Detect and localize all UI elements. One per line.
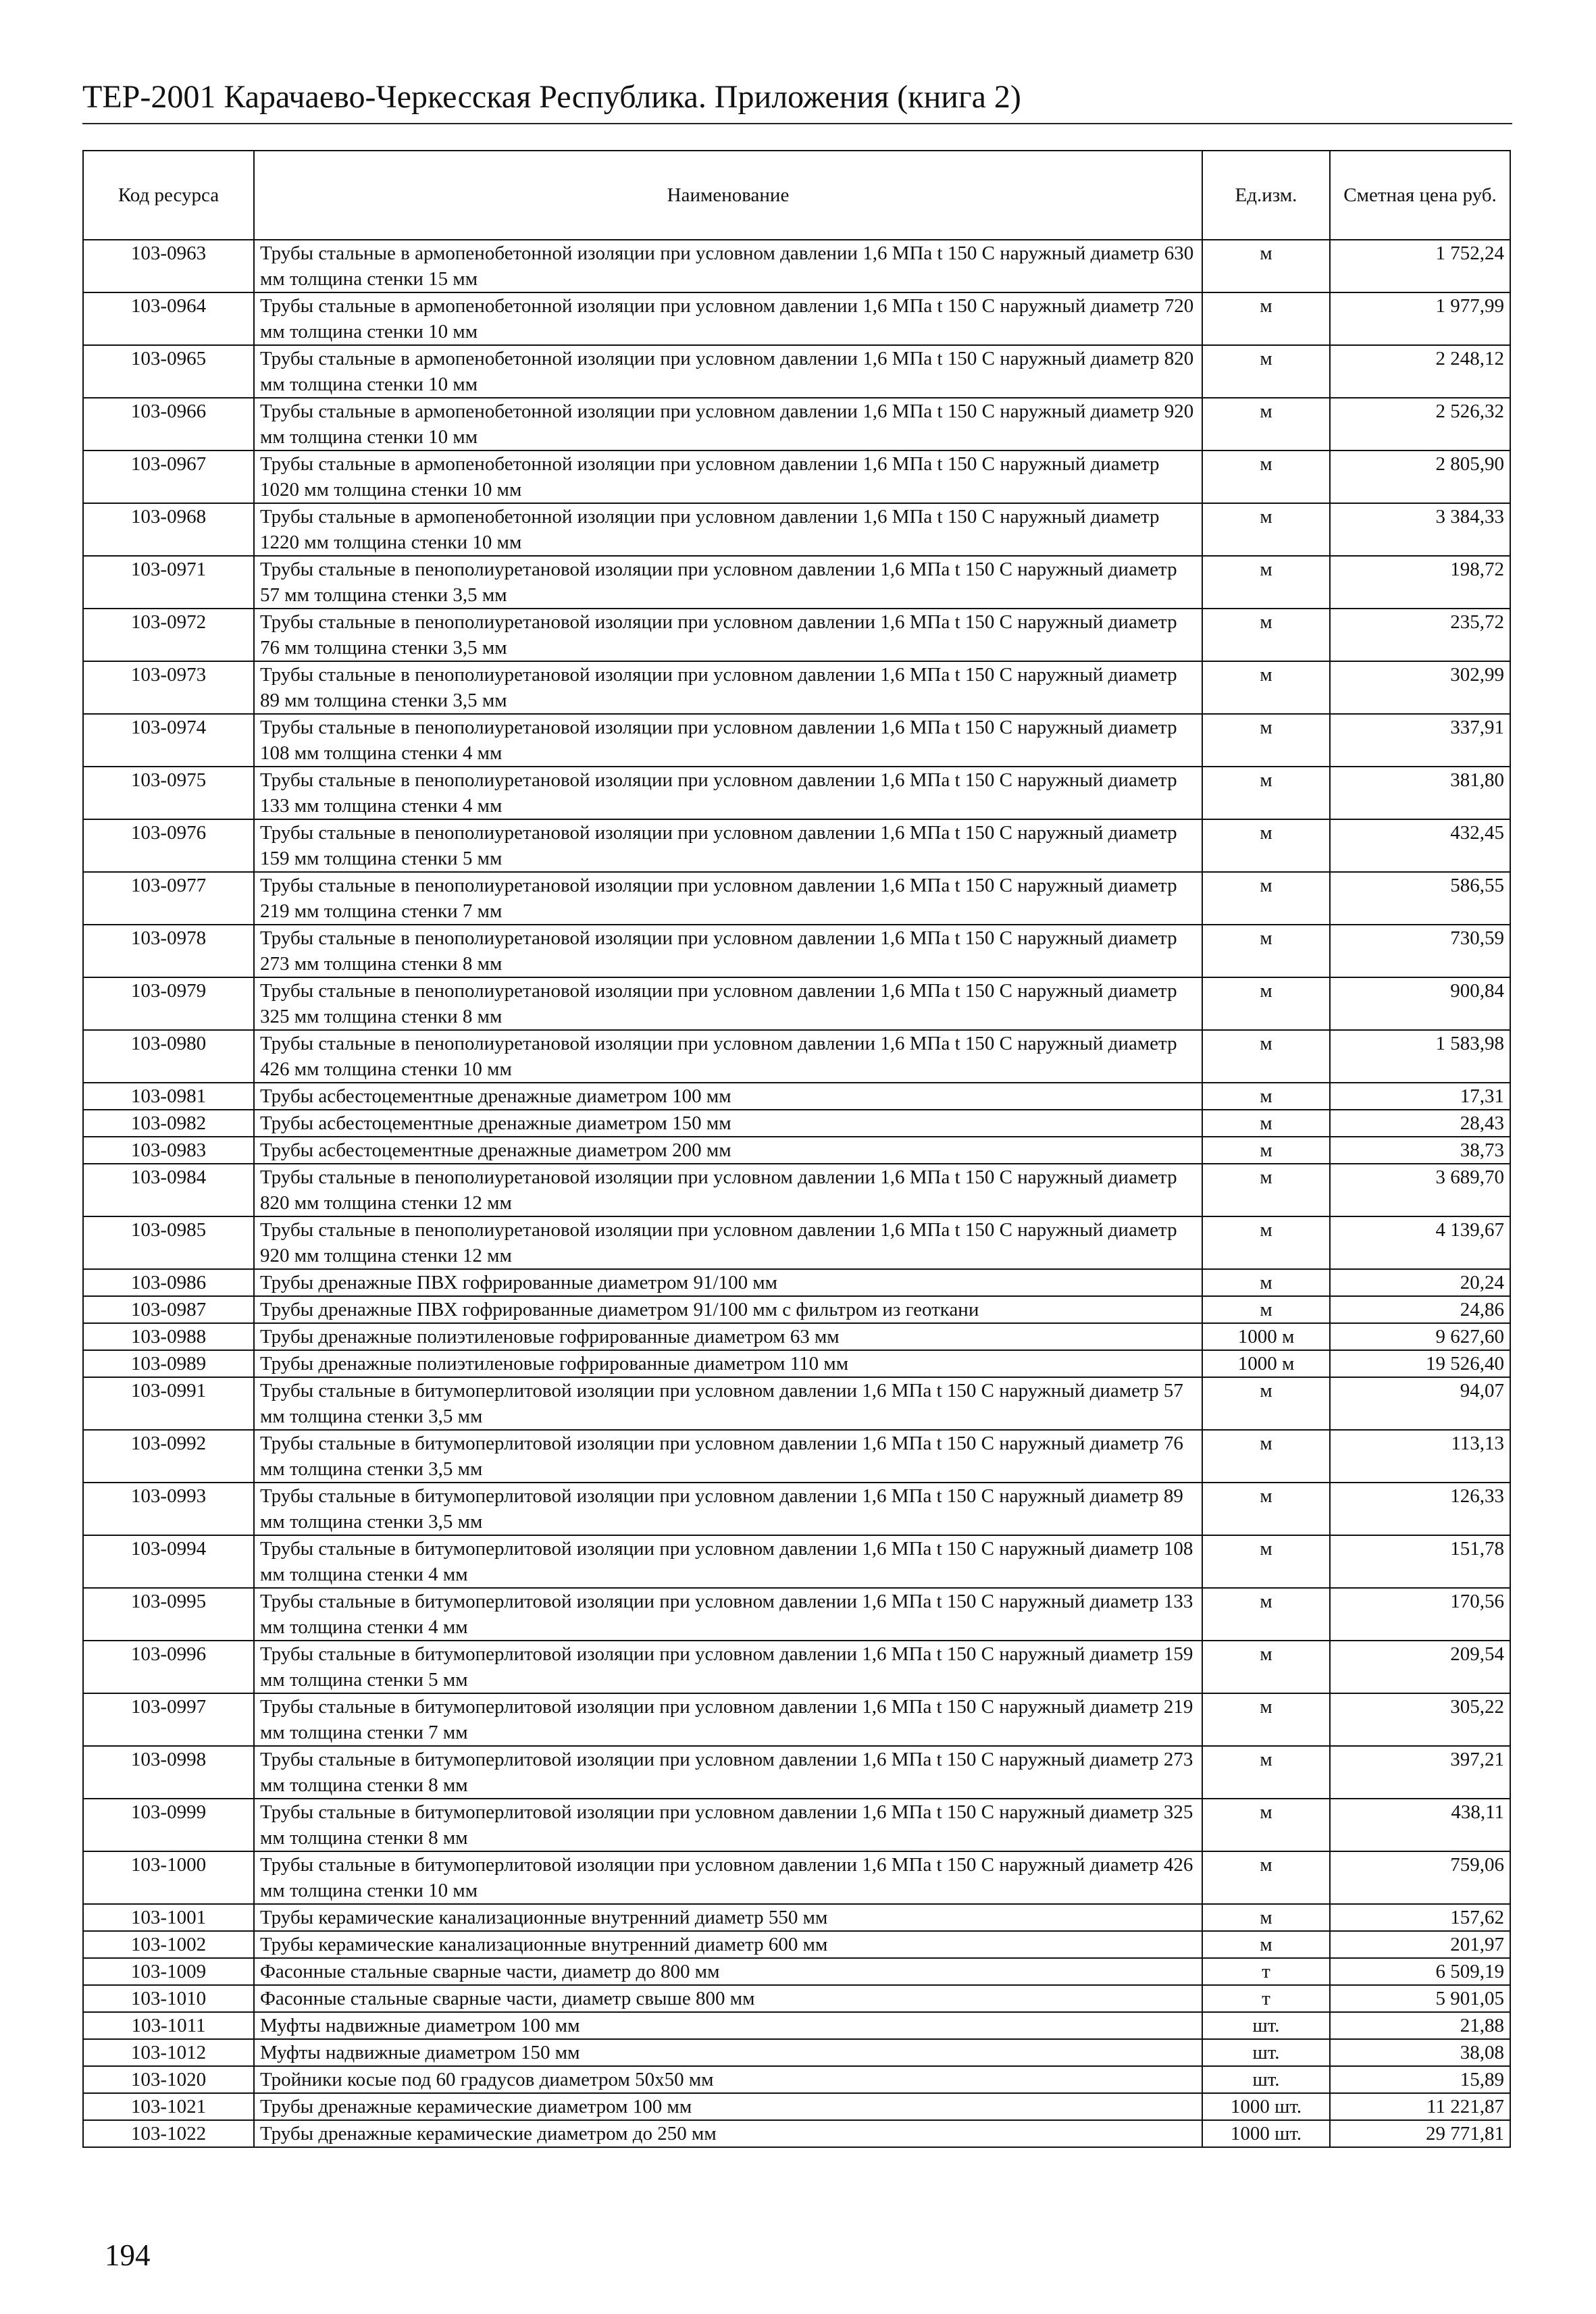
cell-price: 302,99	[1330, 661, 1510, 714]
cell-code: 103-1021	[83, 2093, 254, 2120]
table-row	[83, 1483, 1510, 1535]
table-row	[83, 2039, 1510, 2066]
cell-name: Трубы стальные в битумоперлитовой изоляции при условном давлении 1,6 МПа t 150 С наружный диаметр 133 мм толщина стенки 4 мм	[254, 1588, 1202, 1641]
cell-code: 103-0975	[83, 767, 254, 819]
cell-name: Трубы дренажные ПВХ гофрированные диаметром 91/100 мм с фильтром из геоткани	[254, 1296, 1202, 1323]
cell-price: 15,89	[1330, 2066, 1510, 2093]
cell-price: 1 583,98	[1330, 1030, 1510, 1083]
cell-unit: 1000 м	[1202, 1323, 1330, 1350]
cell-unit: м	[1202, 872, 1330, 925]
cell-price: 1 752,24	[1330, 240, 1510, 292]
cell-price: 730,59	[1330, 925, 1510, 977]
cell-unit: м	[1202, 1904, 1330, 1931]
cell-unit: м	[1202, 977, 1330, 1030]
cell-price: 9 627,60	[1330, 1323, 1510, 1350]
cell-code: 103-0989	[83, 1350, 254, 1377]
table-row	[83, 240, 1510, 292]
cell-price: 235,72	[1330, 609, 1510, 661]
cell-name: Фасонные стальные сварные части, диаметр свыше 800 мм	[254, 1985, 1202, 2012]
cell-code: 103-0972	[83, 609, 254, 661]
table-row	[83, 1588, 1510, 1641]
cell-code: 103-0974	[83, 714, 254, 767]
cell-name: Трубы стальные в армопенобетонной изоляции при условном давлении 1,6 МПа t 150 С наружный диаметр 1220 мм толщина стенки 10 мм	[254, 503, 1202, 556]
table-row	[83, 503, 1510, 556]
cell-price: 397,21	[1330, 1746, 1510, 1799]
table-row	[83, 345, 1510, 398]
cell-unit: м	[1202, 292, 1330, 345]
cell-unit: м	[1202, 1535, 1330, 1588]
cell-code: 103-1009	[83, 1958, 254, 1985]
cell-code: 103-0979	[83, 977, 254, 1030]
cell-unit: м	[1202, 1296, 1330, 1323]
table-row	[83, 2012, 1510, 2039]
table-row	[83, 609, 1510, 661]
cell-name: Трубы стальные в армопенобетонной изоляции при условном давлении 1,6 МПа t 150 С наружный диаметр 630 мм толщина стенки 15 мм	[254, 240, 1202, 292]
table-row	[83, 2093, 1510, 2120]
cell-code: 103-0978	[83, 925, 254, 977]
cell-name: Трубы стальные в пенополиуретановой изоляции при условном давлении 1,6 МПа t 150 С наружный диаметр 108 мм толщина стенки 4 мм	[254, 714, 1202, 767]
cell-price: 337,91	[1330, 714, 1510, 767]
cell-price: 151,78	[1330, 1535, 1510, 1588]
table-row	[83, 1137, 1510, 1164]
table-row	[83, 1799, 1510, 1851]
cell-unit: м	[1202, 1137, 1330, 1164]
cell-name: Муфты надвижные диаметром 100 мм	[254, 2012, 1202, 2039]
cell-code: 103-0996	[83, 1641, 254, 1693]
cell-name: Трубы дренажные керамические диаметром 100 мм	[254, 2093, 1202, 2120]
cell-price: 38,73	[1330, 1137, 1510, 1164]
cell-name: Трубы стальные в битумоперлитовой изоляции при условном давлении 1,6 МПа t 150 С наружный диаметр 426 мм толщина стенки 10 мм	[254, 1851, 1202, 1904]
cell-name: Трубы стальные в битумоперлитовой изоляции при условном давлении 1,6 МПа t 150 С наружный диаметр 159 мм толщина стенки 5 мм	[254, 1641, 1202, 1693]
cell-price: 11 221,87	[1330, 2093, 1510, 2120]
cell-name: Трубы дренажные ПВХ гофрированные диаметром 91/100 мм	[254, 1269, 1202, 1296]
table-row	[83, 556, 1510, 609]
cell-price: 2 248,12	[1330, 345, 1510, 398]
cell-name: Трубы стальные в пенополиуретановой изоляции при условном давлении 1,6 МПа t 150 С наружный диаметр 133 мм толщина стенки 4 мм	[254, 767, 1202, 819]
cell-name: Трубы стальные в пенополиуретановой изоляции при условном давлении 1,6 МПа t 150 С наружный диаметр 273 мм толщина стенки 8 мм	[254, 925, 1202, 977]
table-row	[83, 1904, 1510, 1931]
cell-name: Трубы стальные в пенополиуретановой изоляции при условном давлении 1,6 МПа t 150 С наружный диаметр 920 мм толщина стенки 12 мм	[254, 1216, 1202, 1269]
cell-name: Трубы стальные в битумоперлитовой изоляции при условном давлении 1,6 МПа t 150 С наружный диаметр 219 мм толщина стенки 7 мм	[254, 1693, 1202, 1746]
cell-price: 19 526,40	[1330, 1350, 1510, 1377]
cell-code: 103-0966	[83, 398, 254, 451]
page-number: 194	[105, 2238, 151, 2272]
cell-unit: 1000 шт.	[1202, 2093, 1330, 2120]
cell-unit: м	[1202, 1083, 1330, 1110]
cell-price: 6 509,19	[1330, 1958, 1510, 1985]
table-row	[83, 1323, 1510, 1350]
cell-unit: м	[1202, 556, 1330, 609]
cell-name: Трубы стальные в пенополиуретановой изоляции при условном давлении 1,6 МПа t 150 С наружный диаметр 426 мм толщина стенки 10 мм	[254, 1030, 1202, 1083]
cell-code: 103-0997	[83, 1693, 254, 1746]
cell-price: 5 901,05	[1330, 1985, 1510, 2012]
cell-code: 103-0992	[83, 1430, 254, 1483]
table-row	[83, 1030, 1510, 1083]
cell-code: 103-1011	[83, 2012, 254, 2039]
cell-unit: м	[1202, 503, 1330, 556]
cell-name: Трубы керамические канализационные внутренний диаметр 550 мм	[254, 1904, 1202, 1931]
cell-code: 103-1000	[83, 1851, 254, 1904]
cell-code: 103-1002	[83, 1931, 254, 1958]
cell-name: Трубы стальные в армопенобетонной изоляции при условном давлении 1,6 МПа t 150 С наружный диаметр 920 мм толщина стенки 10 мм	[254, 398, 1202, 451]
cell-price: 2 526,32	[1330, 398, 1510, 451]
cell-code: 103-0984	[83, 1164, 254, 1216]
cell-unit: шт.	[1202, 2066, 1330, 2093]
cell-unit: м	[1202, 1746, 1330, 1799]
cell-code: 103-0988	[83, 1323, 254, 1350]
cell-code: 103-0994	[83, 1535, 254, 1588]
cell-price: 126,33	[1330, 1483, 1510, 1535]
cell-unit: м	[1202, 819, 1330, 872]
cell-name: Трубы асбестоцементные дренажные диаметром 200 мм	[254, 1137, 1202, 1164]
cell-code: 103-0976	[83, 819, 254, 872]
page-header: ТЕР-2001 Карачаево-Черкесская Республика. Приложения (книга 2)	[82, 79, 1021, 115]
cell-price: 21,88	[1330, 2012, 1510, 2039]
column-header-name: Наименование	[254, 151, 1202, 240]
cell-unit: шт.	[1202, 2039, 1330, 2066]
table-row	[83, 1430, 1510, 1483]
cell-price: 170,56	[1330, 1588, 1510, 1641]
cell-code: 103-1020	[83, 2066, 254, 2093]
table-header-row	[83, 151, 1510, 240]
cell-unit: т	[1202, 1958, 1330, 1985]
cell-code: 103-0993	[83, 1483, 254, 1535]
cell-unit: м	[1202, 661, 1330, 714]
cell-code: 103-0987	[83, 1296, 254, 1323]
cell-name: Трубы стальные в битумоперлитовой изоляции при условном давлении 1,6 МПа t 150 С наружный диаметр 325 мм толщина стенки 8 мм	[254, 1799, 1202, 1851]
cell-unit: м	[1202, 1216, 1330, 1269]
cell-code: 103-0965	[83, 345, 254, 398]
cell-price: 3 689,70	[1330, 1164, 1510, 1216]
cell-unit: м	[1202, 925, 1330, 977]
cell-code: 103-0981	[83, 1083, 254, 1110]
cell-unit: м	[1202, 398, 1330, 451]
cell-name: Трубы стальные в армопенобетонной изоляции при условном давлении 1,6 МПа t 150 С наружный диаметр 820 мм толщина стенки 10 мм	[254, 345, 1202, 398]
cell-price: 4 139,67	[1330, 1216, 1510, 1269]
cell-code: 103-0985	[83, 1216, 254, 1269]
table-row	[83, 1164, 1510, 1216]
cell-price: 759,06	[1330, 1851, 1510, 1904]
cell-code: 103-0973	[83, 661, 254, 714]
table-row	[83, 1216, 1510, 1269]
table-row	[83, 1269, 1510, 1296]
table-row	[83, 767, 1510, 819]
cell-name: Трубы стальные в пенополиуретановой изоляции при условном давлении 1,6 МПа t 150 С наружный диаметр 219 мм толщина стенки 7 мм	[254, 872, 1202, 925]
cell-unit: м	[1202, 1931, 1330, 1958]
table-row	[83, 1931, 1510, 1958]
cell-price: 586,55	[1330, 872, 1510, 925]
cell-unit: м	[1202, 1693, 1330, 1746]
table-row	[83, 1746, 1510, 1799]
cell-code: 103-0977	[83, 872, 254, 925]
table-row	[83, 398, 1510, 451]
cell-unit: м	[1202, 1851, 1330, 1904]
cell-name: Трубы керамические канализационные внутренний диаметр 600 мм	[254, 1931, 1202, 1958]
cell-name: Трубы стальные в пенополиуретановой изоляции при условном давлении 1,6 МПа t 150 С наружный диаметр 76 мм толщина стенки 3,5 мм	[254, 609, 1202, 661]
table-row	[83, 1641, 1510, 1693]
cell-code: 103-0967	[83, 451, 254, 503]
table-row	[83, 2120, 1510, 2147]
cell-unit: м	[1202, 1483, 1330, 1535]
cell-unit: м	[1202, 240, 1330, 292]
column-header-code: Код ресурса	[83, 151, 254, 240]
cell-name: Тройники косые под 60 градусов диаметром 50х50 мм	[254, 2066, 1202, 2093]
table-row	[83, 1350, 1510, 1377]
cell-price: 94,07	[1330, 1377, 1510, 1430]
cell-code: 103-0971	[83, 556, 254, 609]
cell-name: Трубы стальные в битумоперлитовой изоляции при условном давлении 1,6 МПа t 150 С наружный диаметр 57 мм толщина стенки 3,5 мм	[254, 1377, 1202, 1430]
cell-price: 24,86	[1330, 1296, 1510, 1323]
cell-unit: м	[1202, 1030, 1330, 1083]
table-row	[83, 2066, 1510, 2093]
column-header-unit: Ед.изм.	[1202, 151, 1330, 240]
cell-unit: м	[1202, 451, 1330, 503]
cell-code: 103-0986	[83, 1269, 254, 1296]
table-row	[83, 1958, 1510, 1985]
table-row	[83, 977, 1510, 1030]
cell-name: Трубы дренажные полиэтиленовые гофрированные диаметром 110 мм	[254, 1350, 1202, 1377]
cell-name: Трубы стальные в пенополиуретановой изоляции при условном давлении 1,6 МПа t 150 С наружный диаметр 57 мм толщина стенки 3,5 мм	[254, 556, 1202, 609]
cell-code: 103-0980	[83, 1030, 254, 1083]
cell-name: Трубы стальные в армопенобетонной изоляции при условном давлении 1,6 МПа t 150 С наружный диаметр 1020 мм толщина стенки 10 мм	[254, 451, 1202, 503]
cell-price: 198,72	[1330, 556, 1510, 609]
cell-price: 209,54	[1330, 1641, 1510, 1693]
cell-price: 38,08	[1330, 2039, 1510, 2066]
cell-unit: т	[1202, 1985, 1330, 2012]
table-body	[83, 240, 1510, 2147]
cell-name: Трубы стальные в битумоперлитовой изоляции при условном давлении 1,6 МПа t 150 С наружный диаметр 89 мм толщина стенки 3,5 мм	[254, 1483, 1202, 1535]
cell-code: 103-1012	[83, 2039, 254, 2066]
cell-unit: м	[1202, 345, 1330, 398]
cell-name: Трубы дренажные керамические диаметром до 250 мм	[254, 2120, 1202, 2147]
cell-unit: м	[1202, 1799, 1330, 1851]
cell-name: Трубы стальные в пенополиуретановой изоляции при условном давлении 1,6 МПа t 150 С наружный диаметр 89 мм толщина стенки 3,5 мм	[254, 661, 1202, 714]
cell-price: 381,80	[1330, 767, 1510, 819]
cell-unit: м	[1202, 1377, 1330, 1430]
table-row	[83, 292, 1510, 345]
cell-price: 17,31	[1330, 1083, 1510, 1110]
cell-unit: 1000 м	[1202, 1350, 1330, 1377]
cell-unit: м	[1202, 1269, 1330, 1296]
table-row	[83, 1110, 1510, 1137]
cell-name: Трубы стальные в армопенобетонной изоляции при условном давлении 1,6 МПа t 150 С наружный диаметр 720 мм толщина стенки 10 мм	[254, 292, 1202, 345]
cell-price: 1 977,99	[1330, 292, 1510, 345]
cell-name: Трубы стальные в битумоперлитовой изоляции при условном давлении 1,6 МПа t 150 С наружный диаметр 76 мм толщина стенки 3,5 мм	[254, 1430, 1202, 1483]
table-row	[83, 661, 1510, 714]
cell-price: 28,43	[1330, 1110, 1510, 1137]
table-row	[83, 1985, 1510, 2012]
cell-price: 20,24	[1330, 1269, 1510, 1296]
cell-code: 103-0991	[83, 1377, 254, 1430]
cell-price: 201,97	[1330, 1931, 1510, 1958]
cell-code: 103-0982	[83, 1110, 254, 1137]
header-rule	[82, 123, 1512, 124]
table-row	[83, 1851, 1510, 1904]
column-header-price: Сметная цена руб.	[1330, 151, 1510, 240]
table-row	[83, 714, 1510, 767]
table-row	[83, 1296, 1510, 1323]
table-row	[83, 819, 1510, 872]
cell-unit: м	[1202, 1430, 1330, 1483]
cell-price: 438,11	[1330, 1799, 1510, 1851]
cell-unit: м	[1202, 1588, 1330, 1641]
cell-name: Трубы дренажные полиэтиленовые гофрированные диаметром 63 мм	[254, 1323, 1202, 1350]
table-row	[83, 925, 1510, 977]
cell-unit: м	[1202, 1110, 1330, 1137]
cell-name: Трубы стальные в пенополиуретановой изоляции при условном давлении 1,6 МПа t 150 С наружный диаметр 159 мм толщина стенки 5 мм	[254, 819, 1202, 872]
cell-unit: 1000 шт.	[1202, 2120, 1330, 2147]
cell-name: Трубы стальные в пенополиуретановой изоляции при условном давлении 1,6 МПа t 150 С наружный диаметр 820 мм толщина стенки 12 мм	[254, 1164, 1202, 1216]
cell-unit: м	[1202, 1164, 1330, 1216]
cell-name: Трубы стальные в битумоперлитовой изоляции при условном давлении 1,6 МПа t 150 С наружный диаметр 273 мм толщина стенки 8 мм	[254, 1746, 1202, 1799]
cell-code: 103-1001	[83, 1904, 254, 1931]
cell-name: Трубы стальные в пенополиуретановой изоляции при условном давлении 1,6 МПа t 150 С наружный диаметр 325 мм толщина стенки 8 мм	[254, 977, 1202, 1030]
cell-code: 103-1010	[83, 1985, 254, 2012]
cell-unit: шт.	[1202, 2012, 1330, 2039]
cell-price: 305,22	[1330, 1693, 1510, 1746]
cell-unit: м	[1202, 714, 1330, 767]
cell-code: 103-0983	[83, 1137, 254, 1164]
table-row	[83, 1377, 1510, 1430]
cell-code: 103-0999	[83, 1799, 254, 1851]
cell-code: 103-1022	[83, 2120, 254, 2147]
cell-code: 103-0964	[83, 292, 254, 345]
cell-name: Трубы стальные в битумоперлитовой изоляции при условном давлении 1,6 МПа t 150 С наружный диаметр 108 мм толщина стенки 4 мм	[254, 1535, 1202, 1588]
table-row	[83, 1083, 1510, 1110]
table-row	[83, 1535, 1510, 1588]
table-row	[83, 872, 1510, 925]
price-table	[82, 150, 1511, 2148]
cell-name: Фасонные стальные сварные части, диаметр до 800 мм	[254, 1958, 1202, 1985]
table-row	[83, 1693, 1510, 1746]
cell-price: 3 384,33	[1330, 503, 1510, 556]
cell-price: 900,84	[1330, 977, 1510, 1030]
cell-code: 103-0968	[83, 503, 254, 556]
cell-unit: м	[1202, 767, 1330, 819]
cell-code: 103-0995	[83, 1588, 254, 1641]
cell-price: 432,45	[1330, 819, 1510, 872]
cell-unit: м	[1202, 609, 1330, 661]
cell-code: 103-0963	[83, 240, 254, 292]
cell-name: Муфты надвижные диаметром 150 мм	[254, 2039, 1202, 2066]
cell-price: 157,62	[1330, 1904, 1510, 1931]
cell-price: 113,13	[1330, 1430, 1510, 1483]
cell-name: Трубы асбестоцементные дренажные диаметром 150 мм	[254, 1110, 1202, 1137]
cell-price: 29 771,81	[1330, 2120, 1510, 2147]
table-row	[83, 451, 1510, 503]
cell-code: 103-0998	[83, 1746, 254, 1799]
cell-unit: м	[1202, 1641, 1330, 1693]
cell-price: 2 805,90	[1330, 451, 1510, 503]
cell-name: Трубы асбестоцементные дренажные диаметром 100 мм	[254, 1083, 1202, 1110]
